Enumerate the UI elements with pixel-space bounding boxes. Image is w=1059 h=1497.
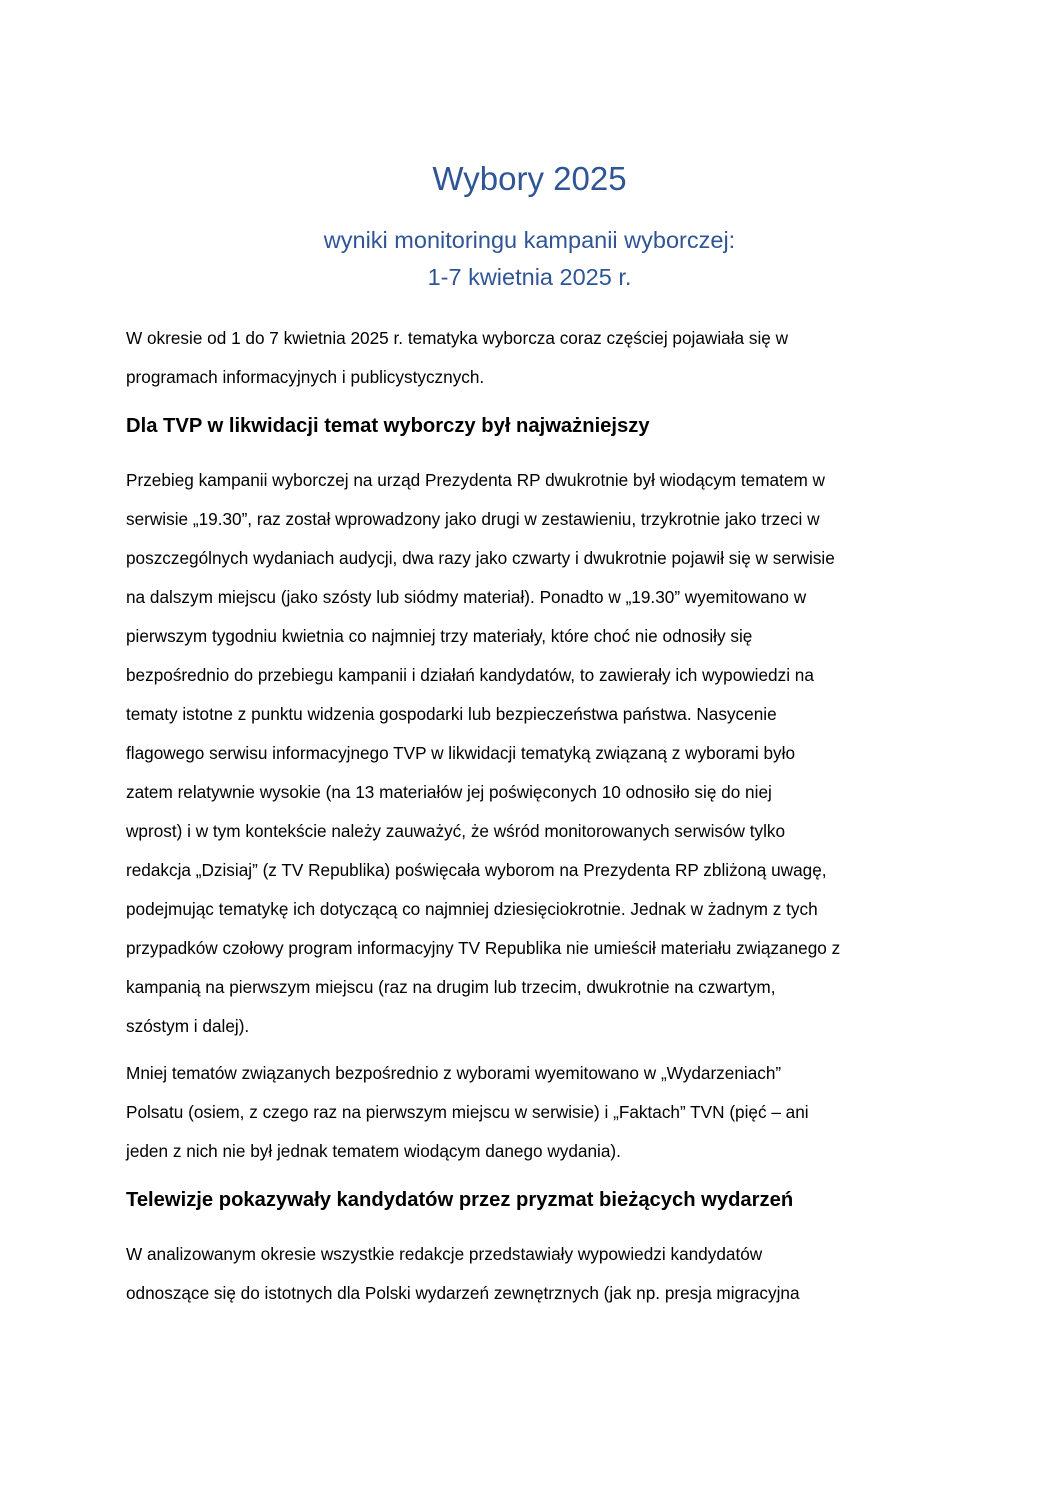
text-line: podejmując tematykę ich dotyczącą co najmniej dziesięciokrotnie. Jednak w żadnym z tych [126, 899, 818, 919]
text-line: zatem relatywnie wysokie (na 13 materiałów jej poświęconych 10 odnosiło się do niej [126, 782, 772, 802]
text-line: redakcja „Dzisiaj” (z TV Republika) poświęcała wyborom na Prezydenta RP zbliżoną uwagę, [126, 860, 827, 880]
text-line: bezpośrednio do przebiegu kampanii i działań kandydatów, to zawierały ich wypowiedzi na [126, 665, 814, 685]
text-line: jeden z nich nie był jednak tematem wiodącym danego wydania). [126, 1141, 621, 1161]
document-body [126, 319, 941, 1313]
text-line: kampanią na pierwszym miejscu (raz na drugim lub trzecim, dwukrotnie na czwartym, [126, 977, 776, 997]
text-line: odnoszące się do istotnych dla Polski wydarzeń zewnętrznych (jak np. presja migracyjna [126, 1283, 800, 1303]
text-line: przypadków czołowy program informacyjny TV Republika nie umieścił materiału związanego z [126, 938, 841, 958]
text-line: wprost) i w tym kontekście należy zauważyć, że wśród monitorowanych serwisów tylko [126, 821, 786, 841]
text-line: na dalszym miejscu (jako szósty lub siódmy materiał). Ponadto w „19.30” wyemitowano w [126, 587, 807, 607]
intro-paragraph [126, 319, 941, 397]
text-line: serwisie „19.30”, raz został wprowadzony jako drugi w zestawieniu, trzykrotnie jako trzeci w [126, 509, 820, 529]
section1-paragraph-1 [126, 461, 941, 1046]
subtitle-line-1: wyniki monitoringu kampanii wyborczej: [323, 227, 736, 253]
section1-paragraph-2 [126, 1054, 941, 1171]
document-subtitle [0, 222, 1059, 296]
text-line: W analizowanym okresie wszystkie redakcje przedstawiały wypowiedzi kandydatów [126, 1244, 763, 1264]
text-line: poszczególnych wydaniach audycji, dwa razy jako czwarty i dwukrotnie pojawił się w serwisie [126, 548, 835, 568]
subtitle-line-2: 1-7 kwietnia 2025 r. [427, 264, 632, 290]
section-heading-candidates: Telewizje pokazywały kandydatów przez pryzmat bieżących wydarzeń [126, 1189, 794, 1211]
document-title: Wybory 2025 [432, 160, 627, 197]
text-line: szóstym i dalej). [126, 1016, 250, 1036]
text-line: Przebieg kampanii wyborczej na urząd Prezydenta RP dwukrotnie był wiodącym tematem w [126, 470, 825, 490]
text-line: programach informacyjnych i publicystycznych. [126, 367, 485, 387]
text-line: W okresie od 1 do 7 kwietnia 2025 r. tematyka wyborcza coraz częściej pojawiała się w [126, 328, 789, 348]
text-line: Polsatu (osiem, z czego raz na pierwszym miejscu w serwisie) i „Faktach” TVN (pięć – ani [126, 1102, 809, 1122]
text-line: pierwszym tygodniu kwietnia co najmniej trzy materiały, które choć nie odnosiły się [126, 626, 753, 646]
section2-paragraph-1 [126, 1235, 941, 1313]
text-line: Mniej tematów związanych bezpośrednio z wyborami wyemitowano w „Wydarzeniach” [126, 1063, 782, 1083]
text-line: tematy istotne z punktu widzenia gospodarki lub bezpieczeństwa państwa. Nasycenie [126, 704, 777, 724]
section-heading-tvp: Dla TVP w likwidacji temat wyborczy był najważniejszy [126, 415, 650, 437]
text-line: flagowego serwisu informacyjnego TVP w likwidacji tematyką związaną z wyborami było [126, 743, 796, 763]
